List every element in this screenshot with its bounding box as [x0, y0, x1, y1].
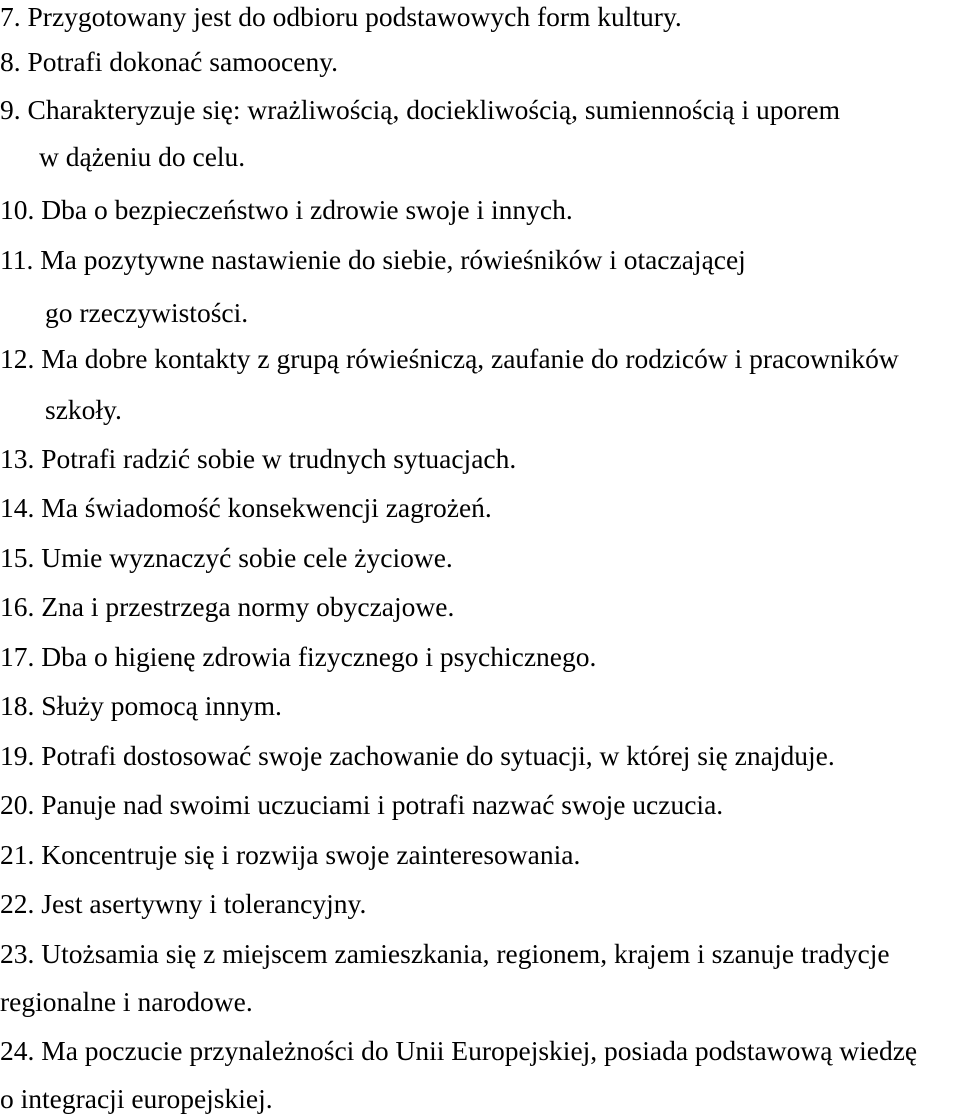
list-item-line	[0, 45, 338, 79]
list-item-line	[0, 689, 282, 723]
list-item-line	[0, 788, 723, 822]
list-item-number: 15.	[0, 542, 35, 573]
list-item-number: 13.	[0, 443, 35, 474]
list-item-text: Ma świadomość konsekwencji zagrożeń.	[41, 492, 492, 523]
list-item-continuation: o integracji europejskiej.	[0, 1083, 273, 1114]
list-item-text: Koncentruje się i rozwija swoje zainteresowania.	[41, 839, 581, 870]
list-item-line	[0, 491, 492, 525]
list-item-text: Jest asertywny i tolerancyjny.	[41, 888, 367, 919]
list-item-line	[0, 1034, 917, 1068]
list-item-continuation: w dążeniu do celu.	[39, 141, 246, 172]
list-item-number: 14.	[0, 492, 35, 523]
list-item-continuation: regionalne i narodowe.	[0, 986, 253, 1017]
list-item-text: Umie wyznaczyć sobie cele życiowe.	[41, 542, 453, 573]
list-item-text: Utożsamia się z miejscem zamieszkania, regionem, krajem i szanuje tradycje	[41, 938, 890, 969]
list-item-number: 7.	[0, 1, 21, 32]
list-item-text: Służy pomocą innym.	[41, 690, 282, 721]
list-item-number: 23.	[0, 938, 35, 969]
list-item-continuation: szkoły.	[45, 394, 122, 425]
list-item-number: 10.	[0, 194, 35, 225]
list-item-line	[0, 93, 840, 127]
list-item-line	[0, 541, 453, 575]
list-item-number: 24.	[0, 1035, 35, 1066]
list-item-number: 17.	[0, 641, 35, 672]
list-item-text: Dba o bezpieczeństwo i zdrowie swoje i innych.	[41, 194, 573, 225]
list-item-text: Przygotowany jest do odbioru podstawowych form kultury.	[27, 1, 682, 32]
list-item-number: 16.	[0, 591, 35, 622]
list-item-text: Ma pozytywne nastawienie do siebie, rówieśników i otaczającej	[40, 244, 746, 275]
list-item-line	[0, 887, 366, 921]
list-item-number: 11.	[0, 244, 34, 275]
list-item-line	[0, 342, 899, 376]
list-item-line	[0, 838, 580, 872]
list-item-number: 19.	[0, 740, 35, 771]
list-item-text: Potrafi dostosować swoje zachowanie do sytuacji, w której się znajduje.	[41, 740, 835, 771]
list-item-line	[0, 442, 516, 476]
list-item-text: Panuje nad swoimi uczuciami i potrafi nazwać swoje uczucia.	[41, 789, 724, 820]
list-item-number: 18.	[0, 690, 35, 721]
list-item-number: 21.	[0, 839, 35, 870]
list-item-line	[0, 243, 746, 277]
list-item-text: Ma poczucie przynależności do Unii Europejskiej, posiada podstawową wiedzę	[41, 1035, 918, 1066]
list-item-line	[0, 937, 890, 971]
list-item-text: Ma dobre kontakty z grupą rówieśniczą, zaufanie do rodziców i pracowników	[41, 343, 899, 374]
list-item-text: Dba o higienę zdrowia fizycznego i psychicznego.	[41, 641, 597, 672]
list-item-number: 22.	[0, 888, 35, 919]
list-item-text: Zna i przestrzega normy obyczajowe.	[41, 591, 455, 622]
list-item-number: 20.	[0, 789, 35, 820]
list-item-number: 12.	[0, 343, 35, 374]
list-item-continuation: go rzeczywistości.	[45, 297, 249, 328]
list-item-text: Charakteryzuje się: wrażliwością, dociekliwością, sumiennością i uporem	[27, 94, 841, 125]
list-item-text: Potrafi dokonać samooceny.	[27, 46, 339, 77]
list-item-line	[0, 0, 682, 34]
list-item-line	[0, 640, 596, 674]
list-item-line	[0, 590, 454, 624]
list-item-number: 9.	[0, 94, 21, 125]
list-item-text: Potrafi radzić sobie w trudnych sytuacjach.	[41, 443, 517, 474]
list-item-line	[0, 193, 573, 227]
list-item-number: 8.	[0, 46, 21, 77]
list-item-line	[0, 739, 835, 773]
